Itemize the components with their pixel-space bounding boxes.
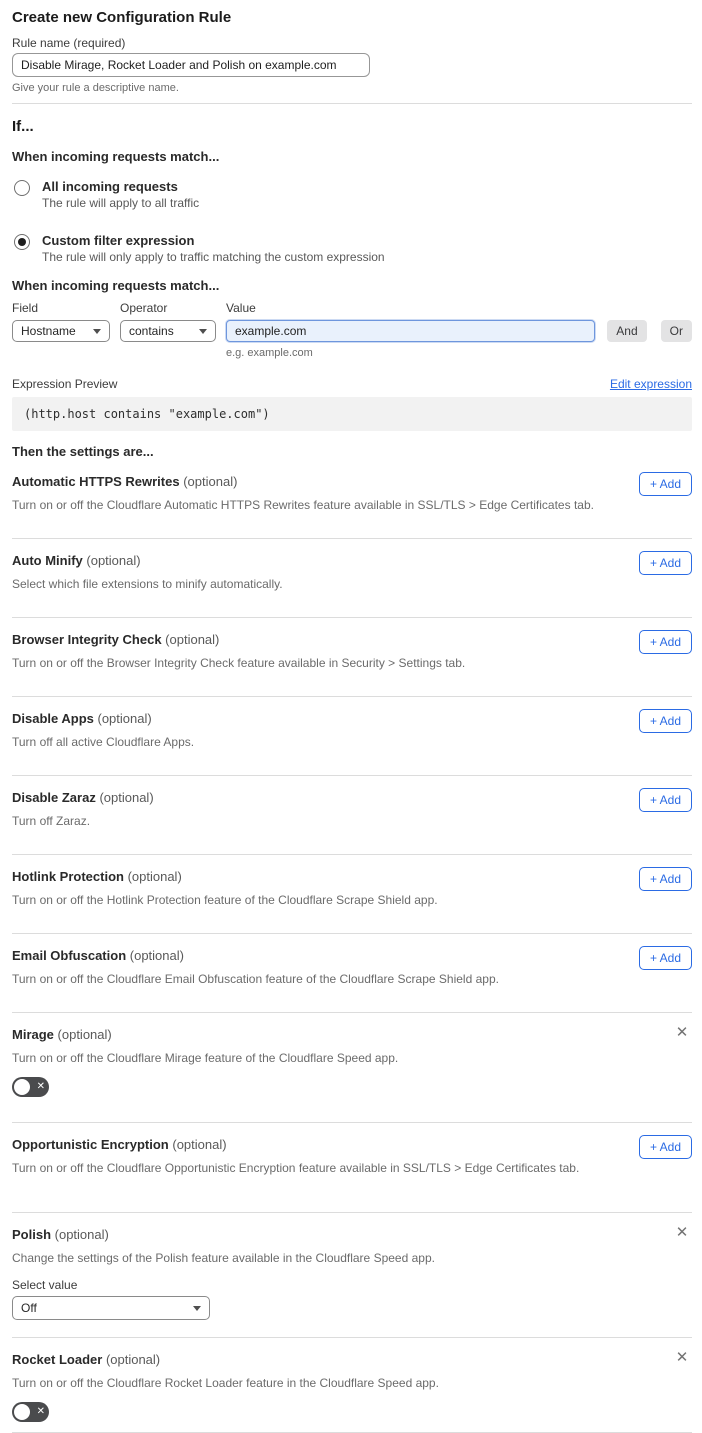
expression-preview-code: (http.host contains "example.com") xyxy=(12,397,692,431)
expression-preview-label: Expression Preview xyxy=(12,377,118,391)
add-button[interactable]: + Add xyxy=(639,472,692,496)
setting-description: Turn on or off the Hotlink Protection feature of the Cloudflare Scrape Shield app. xyxy=(12,893,438,907)
radio-custom-filter-expression[interactable] xyxy=(12,233,692,265)
field-select-value: Hostname xyxy=(21,324,76,338)
and-button[interactable]: And xyxy=(607,320,646,342)
chevron-down-icon xyxy=(193,1306,201,1311)
chevron-down-icon xyxy=(199,329,207,334)
optional-label: (optional) xyxy=(57,1027,112,1042)
setting-row-browser-integrity-check xyxy=(12,618,692,697)
edit-expression-link[interactable]: Edit expression xyxy=(609,377,692,391)
optional-label: (optional) xyxy=(172,1137,227,1152)
toggle-off-x-icon: ✕ xyxy=(36,1081,45,1092)
operator-select[interactable] xyxy=(120,320,216,342)
setting-title: Automatic HTTPS Rewrites xyxy=(12,474,180,489)
setting-title: Disable Zaraz xyxy=(12,790,96,805)
value-helper: e.g. example.com xyxy=(226,347,313,359)
setting-row-hotlink-protection xyxy=(12,855,692,934)
setting-title: Browser Integrity Check xyxy=(12,632,162,647)
setting-row-rocket-loader xyxy=(12,1338,692,1433)
setting-row-email-obfuscation xyxy=(12,934,692,1013)
toggle-knob xyxy=(14,1079,30,1095)
setting-title: Email Obfuscation xyxy=(12,948,127,963)
expression-builder-row xyxy=(12,302,692,359)
setting-description: Turn on or off the Cloudflare Mirage feature of the Cloudflare Speed app. xyxy=(12,1051,399,1065)
setting-description: Turn on or off the Cloudflare Rocket Loader feature in the Cloudflare Speed app. xyxy=(12,1376,439,1390)
optional-label: (optional) xyxy=(127,869,182,884)
chevron-down-icon xyxy=(93,329,101,334)
setting-row-opportunistic-encryption xyxy=(12,1123,692,1213)
setting-row-auto-minify xyxy=(12,539,692,618)
setting-description: Turn off Zaraz. xyxy=(12,814,91,828)
then-heading: Then the settings are... xyxy=(12,444,154,459)
setting-title: Polish xyxy=(12,1227,52,1242)
radio-checked-icon[interactable] xyxy=(14,234,30,250)
mirage-toggle-off[interactable] xyxy=(12,1077,49,1097)
setting-description: Turn on or off the Cloudflare Opportunistic Encryption feature available in SSL/TLS > Edge Certificates tab. xyxy=(12,1161,580,1175)
setting-row-disable-apps xyxy=(12,697,692,776)
match-heading: When incoming requests match... xyxy=(12,149,220,164)
setting-row-polish xyxy=(12,1213,692,1338)
add-button[interactable]: + Add xyxy=(639,946,692,970)
setting-title: Auto Minify xyxy=(12,553,83,568)
rule-name-label: Rule name (required) xyxy=(12,36,126,50)
close-icon[interactable]: ✕ xyxy=(675,1349,689,1366)
setting-row-disable-zaraz xyxy=(12,776,692,855)
polish-select[interactable] xyxy=(12,1296,210,1320)
divider xyxy=(12,103,692,104)
setting-title: Disable Apps xyxy=(12,711,94,726)
if-heading: If... xyxy=(12,118,34,135)
optional-label: (optional) xyxy=(165,632,220,647)
radio-all-incoming-requests[interactable] xyxy=(12,179,692,211)
radio-all-incoming-label: All incoming requests xyxy=(42,179,178,194)
setting-description: Turn on or off the Browser Integrity Check feature available in Security > Settings tab. xyxy=(12,656,466,670)
optional-label: (optional) xyxy=(54,1227,109,1242)
setting-description: Turn off all active Cloudflare Apps. xyxy=(12,735,195,749)
operator-select-value: contains xyxy=(129,324,174,338)
optional-label: (optional) xyxy=(86,553,141,568)
setting-row-automatic-https-rewrites xyxy=(12,460,692,539)
rule-name-input[interactable] xyxy=(12,53,370,77)
toggle-off-x-icon: ✕ xyxy=(36,1406,45,1417)
optional-label: (optional) xyxy=(99,790,154,805)
add-button[interactable]: + Add xyxy=(639,867,692,891)
close-icon[interactable]: ✕ xyxy=(675,1224,689,1241)
setting-title: Hotlink Protection xyxy=(12,869,124,884)
builder-heading: When incoming requests match... xyxy=(12,278,220,293)
field-label: Field xyxy=(12,301,39,315)
setting-row-mirage xyxy=(12,1013,692,1123)
setting-title: Opportunistic Encryption xyxy=(12,1137,169,1152)
add-button[interactable]: + Add xyxy=(639,551,692,575)
add-button[interactable]: + Add xyxy=(639,630,692,654)
optional-label: (optional) xyxy=(105,1352,161,1367)
setting-title: Rocket Loader xyxy=(12,1352,103,1367)
add-button[interactable]: + Add xyxy=(639,709,692,733)
setting-description: Change the settings of the Polish feature available in the Cloudflare Speed app. xyxy=(12,1251,435,1265)
page-title: Create new Configuration Rule xyxy=(12,9,232,26)
setting-description: Turn on or off the Cloudflare Automatic HTTPS Rewrites feature available in SSL/TLS > Edge Certificates tab. xyxy=(12,498,594,512)
rocket-loader-toggle-off[interactable] xyxy=(12,1402,49,1422)
field-select[interactable] xyxy=(12,320,110,342)
optional-label: (optional) xyxy=(97,711,152,726)
close-icon[interactable]: ✕ xyxy=(675,1024,689,1041)
radio-unchecked-icon[interactable] xyxy=(14,180,30,196)
or-button[interactable]: Or xyxy=(661,320,692,342)
add-button[interactable]: + Add xyxy=(639,788,692,812)
setting-description: Turn on or off the Cloudflare Email Obfuscation feature of the Cloudflare Scrape Shield app. xyxy=(12,972,499,986)
operator-label: Operator xyxy=(120,301,168,315)
value-input[interactable] xyxy=(226,320,595,342)
radio-custom-filter-label: Custom filter expression xyxy=(42,233,195,248)
rule-name-helper: Give your rule a descriptive name. xyxy=(12,82,179,94)
radio-all-incoming-desc: The rule will apply to all traffic xyxy=(42,196,200,210)
setting-description: Select which file extensions to minify automatically. xyxy=(12,577,283,591)
select-value-label: Select value xyxy=(12,1278,78,1292)
radio-custom-filter-desc: The rule will only apply to traffic matching the custom expression xyxy=(42,250,385,264)
optional-label: (optional) xyxy=(129,948,184,963)
add-button[interactable]: + Add xyxy=(639,1135,692,1159)
optional-label: (optional) xyxy=(183,474,238,489)
value-label: Value xyxy=(226,301,256,315)
polish-select-value: Off xyxy=(21,1301,37,1315)
setting-title: Mirage xyxy=(12,1027,54,1042)
